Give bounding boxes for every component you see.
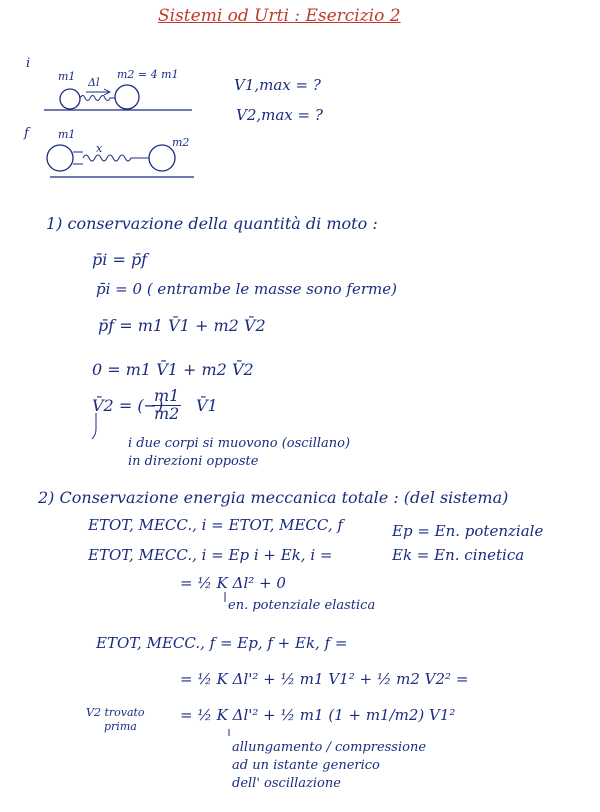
fraction-numerator: m1	[154, 386, 180, 405]
section1-line-6: V̄1	[196, 396, 218, 415]
side-note-2: prima	[104, 720, 137, 733]
section2-line-4: en. potenziale elastica	[228, 598, 376, 613]
section1-note-2: in direzioni opposte	[128, 454, 259, 469]
final-tag: f	[24, 126, 29, 141]
section1-line-2: p̄i = 0 ( entrambe le masse sono ferme)	[96, 280, 397, 298]
legend-ek: Ek = En. cinetica	[392, 546, 525, 564]
question-v1max: V1,max = ?	[234, 76, 321, 94]
delta-label: Δl	[88, 76, 100, 89]
section1-line-5: V̄2 = (−)	[92, 396, 164, 415]
question-v2max: V2,max = ?	[236, 106, 323, 124]
section1-line-4: 0 = m1 V̄1 + m2 V̄2	[92, 360, 254, 379]
section1-note-1: i due corpi si muovono (oscillano)	[128, 436, 351, 451]
section2-line-2: ETOT, MECC., i = Ep i + Ek, i =	[88, 546, 333, 564]
m1-label: m1	[58, 70, 76, 83]
spring-initial	[80, 96, 115, 101]
final-line-2: = ½ K Δl'² + ½ m1 V1² + ½ m2 V2² =	[180, 670, 469, 688]
mass-2-initial	[115, 85, 139, 109]
fraction-denominator: m2	[154, 403, 180, 423]
section2-line-1: ETOT, MECC., i = ETOT, MECC, f	[88, 516, 343, 534]
initial-tag: i	[26, 56, 31, 71]
final-line-3: = ½ K Δl'² + ½ m1 (1 + m1/m2) V1²	[180, 706, 456, 724]
page-title: Sistemi od Urti : Esercizio 2	[158, 6, 401, 26]
x-label: x	[96, 142, 103, 155]
section2-line-3: = ½ K Δl² + 0	[180, 574, 286, 592]
section2-heading: 2) Conservazione energia meccanica totale : (del sistema)	[38, 488, 509, 507]
final-line-1: ETOT, MECC., f = Ep, f + Ek, f =	[96, 634, 348, 652]
m1-label-final: m1	[58, 128, 76, 141]
mass-ratio-fraction	[152, 388, 181, 423]
side-note-1: V2 trovato	[86, 706, 145, 719]
section1-heading: 1) conservazione della quantità di moto :	[46, 214, 378, 233]
legend-ep: Ep = En. potenziale	[392, 522, 544, 540]
bottom-note-2: ad un istante generico	[232, 758, 380, 773]
bottom-note-3: dell' oscillazione	[232, 776, 341, 791]
section1-line-1: p̄i = p̄f	[92, 250, 148, 269]
spring-final	[73, 152, 149, 164]
bottom-note-1: allungamento / compressione	[232, 740, 427, 755]
m2-label: m2 = 4 m1	[117, 68, 179, 81]
mass-1-final	[47, 145, 73, 171]
m2-label-final: m2	[172, 136, 190, 149]
mass-1-initial	[60, 89, 80, 109]
section1-line-3: p̄f = m1 V̄1 + m2 V̄2	[98, 316, 266, 335]
